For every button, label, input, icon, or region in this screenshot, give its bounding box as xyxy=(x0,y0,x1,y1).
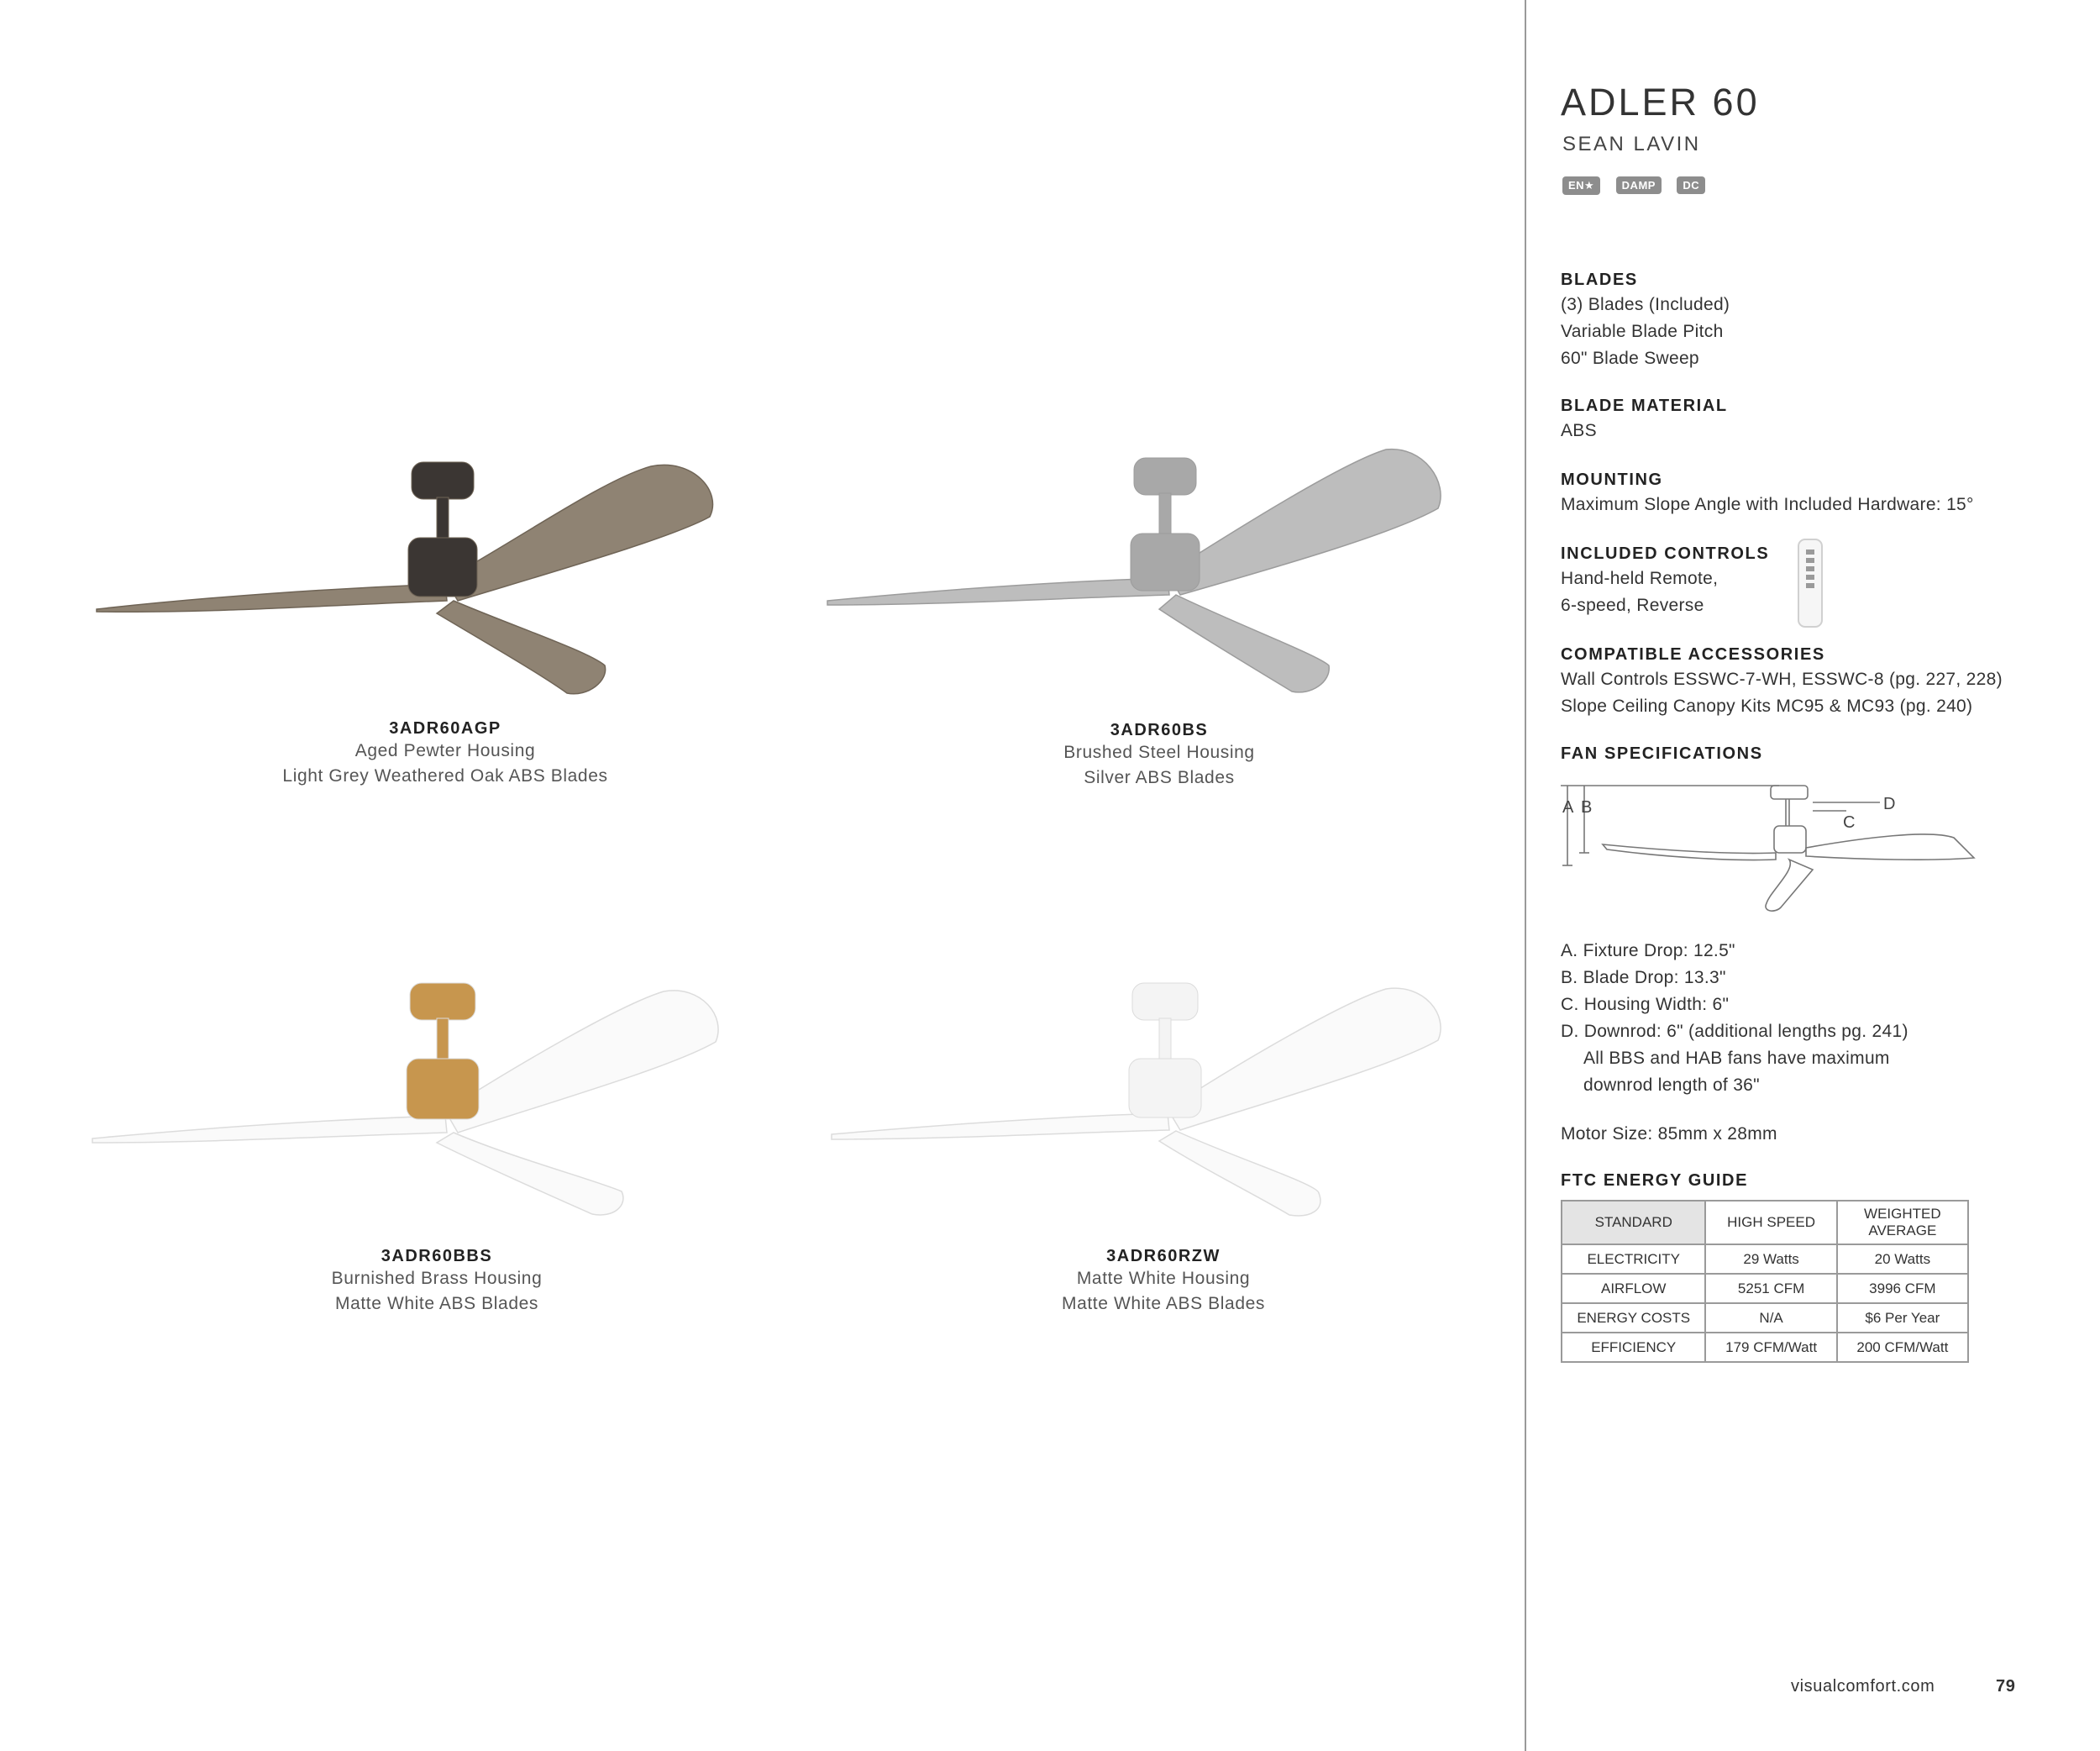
product-blades: Light Grey Weathered Oak ABS Blades xyxy=(282,766,608,786)
product-sku: 3ADR60BS xyxy=(1110,721,1209,739)
product-housing: Brushed Steel Housing xyxy=(1063,743,1255,762)
table-row xyxy=(1562,1274,1968,1303)
diagram-label-c: C xyxy=(1843,813,1856,832)
page-title: ADLER 60 xyxy=(1561,81,1760,124)
table-cell: 29 Watts xyxy=(1705,1244,1836,1274)
diagram-label-b: B xyxy=(1581,798,1593,817)
dimension-line: B. Blade Drop: 13.3" xyxy=(1561,968,1726,987)
ceiling-fan-image xyxy=(806,437,1462,706)
product-housing: Aged Pewter Housing xyxy=(354,741,536,760)
ceiling-fan-image xyxy=(84,445,739,706)
ceiling-fan-image xyxy=(84,966,739,1218)
table-cell: N/A xyxy=(1705,1303,1836,1333)
energy-star-icon: EN★ xyxy=(1562,176,1600,195)
row-label: ENERGY COSTS xyxy=(1562,1303,1705,1333)
material-line: ABS xyxy=(1561,421,1597,440)
product-image-bbs xyxy=(84,966,806,1218)
accessories-line: Slope Ceiling Canopy Kits MC95 & MC93 (pg. 240) xyxy=(1561,697,1973,716)
designer-name: SEAN LAVIN xyxy=(1562,133,1701,155)
energy-guide-table xyxy=(1561,1200,1969,1363)
dc-motor-icon: DC xyxy=(1677,176,1705,194)
dimension-note: downrod length of 36" xyxy=(1583,1075,1760,1095)
table-cell: 3996 CFM xyxy=(1837,1274,1968,1303)
energy-guide-heading: FTC ENERGY GUIDE xyxy=(1561,1171,1749,1190)
accessories-line: Wall Controls ESSWC-7-WH, ESSWC-8 (pg. 227, 228) xyxy=(1561,670,2003,689)
dimension-line: A. Fixture Drop: 12.5" xyxy=(1561,941,1735,960)
product-blades: Silver ABS Blades xyxy=(1084,768,1235,787)
table-cell: 20 Watts xyxy=(1837,1244,1968,1274)
column-header xyxy=(1837,1201,1968,1244)
table-header-row xyxy=(1562,1201,1968,1244)
blades-line: 60" Blade Sweep xyxy=(1561,349,1699,368)
table-cell: 5251 CFM xyxy=(1705,1274,1836,1303)
table-row xyxy=(1562,1244,1968,1274)
column-header-line: AVERAGE xyxy=(1868,1223,1937,1238)
blades-line: (3) Blades (Included) xyxy=(1561,295,1730,314)
column-header: HIGH SPEED xyxy=(1705,1201,1836,1244)
motor-size: Motor Size: 85mm x 28mm xyxy=(1561,1124,1777,1144)
mounting-heading: MOUNTING xyxy=(1561,471,1663,489)
accessories-heading: COMPATIBLE ACCESSORIES xyxy=(1561,645,1825,664)
dimension-line: C. Housing Width: 6" xyxy=(1561,995,1730,1014)
damp-rated-icon: DAMP xyxy=(1616,176,1662,194)
product-image-bs xyxy=(806,437,1529,706)
table-cell: 179 CFM/Watt xyxy=(1705,1333,1836,1362)
diagram-label-d: D xyxy=(1883,795,1896,813)
badge-row xyxy=(1562,176,1717,195)
page-number: 79 xyxy=(1996,1677,2016,1696)
blades-line: Variable Blade Pitch xyxy=(1561,322,1724,341)
column-divider xyxy=(1525,0,1526,1751)
diagram-label-a: A xyxy=(1562,798,1574,817)
row-label: ELECTRICITY xyxy=(1562,1244,1705,1274)
product-housing: Matte White Housing xyxy=(1076,1269,1251,1288)
product-image-agp xyxy=(84,445,806,706)
product-sku: 3ADR60RZW xyxy=(1106,1247,1221,1265)
dimension-line: D. Downrod: 6" (additional lengths pg. 241) xyxy=(1561,1022,1908,1041)
product-sku: 3ADR60AGP xyxy=(389,719,501,738)
fan-dimension-diagram xyxy=(1561,777,1981,920)
blades-heading: BLADES xyxy=(1561,271,1638,289)
row-label: EFFICIENCY xyxy=(1562,1333,1705,1362)
table-row xyxy=(1562,1303,1968,1333)
controls-heading: INCLUDED CONTROLS xyxy=(1561,544,1770,563)
footer-website: visualcomfort.com xyxy=(1791,1677,1935,1696)
product-housing: Burnished Brass Housing xyxy=(331,1269,543,1288)
table-cell: $6 Per Year xyxy=(1837,1303,1968,1333)
product-blades: Matte White ABS Blades xyxy=(335,1294,538,1313)
material-heading: BLADE MATERIAL xyxy=(1561,397,1728,415)
product-sku: 3ADR60BBS xyxy=(381,1247,493,1265)
column-header-line: WEIGHTED xyxy=(1864,1206,1941,1222)
table-cell: 200 CFM/Watt xyxy=(1837,1333,1968,1362)
product-blades: Matte White ABS Blades xyxy=(1062,1294,1265,1313)
controls-line: 6-speed, Reverse xyxy=(1561,596,1704,615)
mounting-line: Maximum Slope Angle with Included Hardware: 15° xyxy=(1561,495,1974,514)
row-label: AIRFLOW xyxy=(1562,1274,1705,1303)
controls-line: Hand-held Remote, xyxy=(1561,569,1719,588)
ceiling-fan-image xyxy=(806,966,1462,1218)
product-image-rzw xyxy=(806,966,1529,1218)
remote-control-icon xyxy=(1796,538,1824,630)
fan-specs-heading: FAN SPECIFICATIONS xyxy=(1561,744,1763,763)
table-row xyxy=(1562,1333,1968,1362)
column-header: STANDARD xyxy=(1562,1201,1705,1244)
dimension-note: All BBS and HAB fans have maximum xyxy=(1583,1049,1890,1068)
